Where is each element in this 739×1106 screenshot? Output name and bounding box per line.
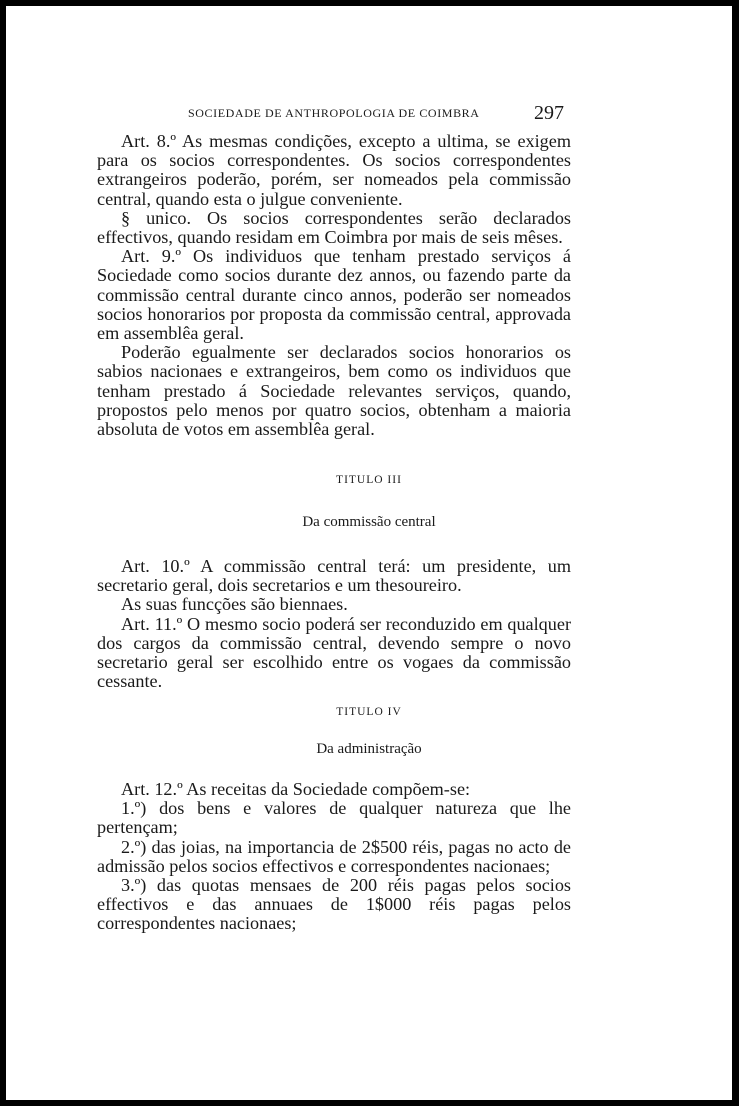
titulo-4-subtitle: Da administração	[316, 741, 422, 757]
paragraph-art-8: Art. 8.º As mesmas condições, excepto a ultima, se exigem para os socios correspondentes. Os socios correspondentes extrangeiros poderão, porém, ser nomeados pela commissão central, quando esta o julgue conveniente.	[97, 131, 571, 209]
titulo-3-heading: TITULO III	[336, 474, 402, 486]
paragraph-paragrafo-unico: § unico. Os socios correspondentes serão declarados effectivos, quando residam em Coimbra por mais de seis mêses.	[97, 207, 571, 248]
paragraph-art-10: Art. 10.º A commissão central terá: um presidente, um secretario geral, dois secretarios e um thesoureiro.	[97, 556, 571, 596]
articles-8-9	[97, 132, 571, 439]
paragraph-item-1: 1.º) dos bens e valores de qualquer natureza que lhe pertençam;	[97, 798, 571, 838]
page-number: 297	[534, 102, 564, 124]
paragraph-honorarios: Poderão egualmente ser declarados socios honorarios os sabios nacionaes e extrangeiros, bem como os individuos que tenham prestado á Sociedade relevantes serviços, quando, propostos pelo menos por quatro socios, obtenham a maioria absoluta de votos em assemblêa geral.	[97, 342, 571, 440]
titulo-3-subtitle: Da commissão central	[302, 514, 436, 530]
paragraph-funccoes: As suas funcções são biennaes.	[121, 594, 348, 615]
book-page	[6, 6, 732, 1100]
paragraph-item-3: 3.º) das quotas mensaes de 200 réis pagas pelos socios effectivos e das annuaes de 1$000 réis pagas pelos correspondentes nacionaes;	[97, 875, 571, 934]
paragraph-art-11: Art. 11.º O mesmo socio poderá ser reconduzido em qualquer dos cargos da commissão central, devendo sempre o novo secretario geral ser escolhido entre os vogaes da commissão cessante.	[97, 613, 571, 692]
articles-10-11	[97, 557, 571, 691]
running-head	[6, 102, 732, 126]
paragraph-art-9: Art. 9.º Os individuos que tenham prestado serviços á Sociedade como socios durante dez annos, ou fazendo parte da commissão central durante cinco annos, poderão ser nomeados socios honorarios por proposta da commissão central, approvada em assemblêa geral.	[97, 246, 571, 344]
article-12	[97, 780, 571, 934]
titulo-4-heading: TITULO IV	[336, 706, 402, 718]
running-title: SOCIEDADE DE ANTHROPOLOGIA DE COIMBRA	[188, 106, 480, 120]
paragraph-art-12: Art. 12.º As receitas da Sociedade compõem-se:	[121, 779, 471, 799]
paragraph-item-2: 2.º) das joias, na importancia de 2$500 réis, pagas no acto de admissão pelos socios effectivos e correspondentes nacionaes;	[97, 836, 571, 876]
